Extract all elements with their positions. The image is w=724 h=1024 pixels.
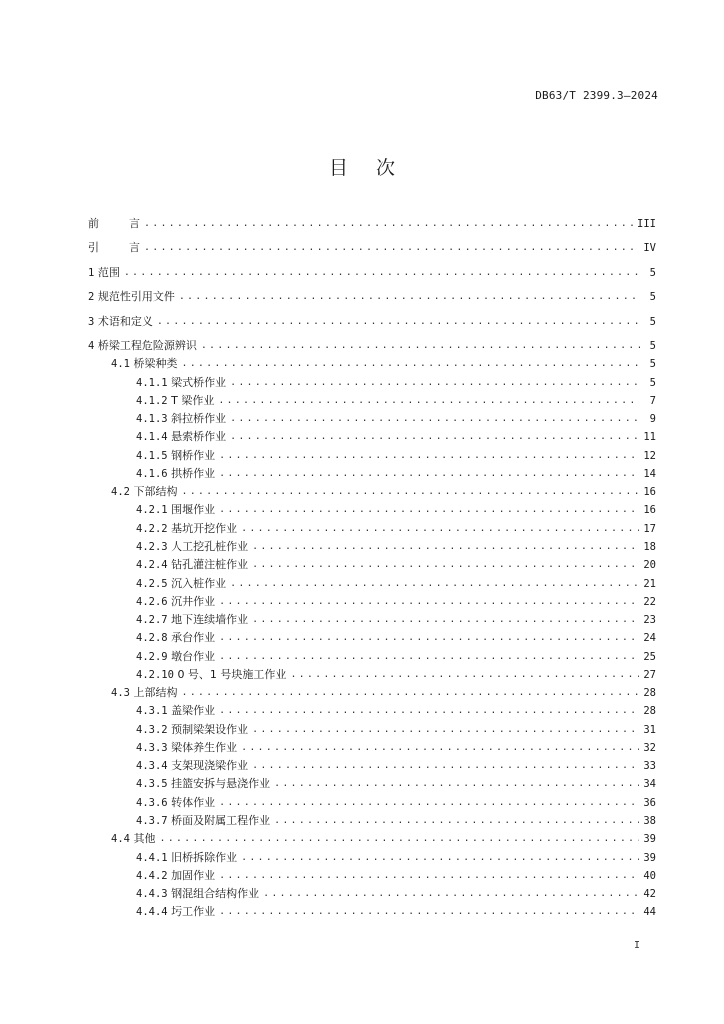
- toc-entry[interactable]: [136, 885, 656, 901]
- toc-entry-page: 16: [643, 504, 656, 516]
- toc-entry[interactable]: [136, 556, 656, 572]
- toc-leader-dots: [252, 558, 639, 572]
- toc-entry-text: 梁体养生作业: [171, 741, 238, 754]
- toc-entry-label: [136, 613, 248, 627]
- toc-entry-page: III: [637, 218, 656, 230]
- toc-entry[interactable]: [136, 465, 656, 481]
- toc-leader-dots: [219, 796, 639, 810]
- toc-entry-number: 4.3.5: [136, 778, 168, 790]
- toc-entry-text: 承台作业: [171, 631, 216, 644]
- toc-entry[interactable]: [136, 757, 656, 773]
- toc-leader-dots: [181, 485, 639, 499]
- toc-entry-page: IV: [643, 242, 656, 254]
- toc-entry-page: 12: [643, 450, 656, 462]
- toc-leader-dots: [252, 540, 639, 554]
- toc-entry-page: 14: [643, 468, 656, 480]
- toc-entry-number: 3: [88, 316, 95, 328]
- toc-entry-label: [136, 814, 270, 828]
- toc-entry-text: 悬索桥作业: [171, 430, 227, 443]
- toc-entry[interactable]: [136, 447, 656, 463]
- toc-entry-text: 下部结构: [133, 485, 178, 498]
- toc-leader-dots: [219, 905, 639, 919]
- toc-entry-number: 4.2.6: [136, 596, 168, 608]
- toc-entry-label: [111, 832, 155, 846]
- toc-entry-label: [136, 558, 248, 572]
- toc-entry-number: 4.2.7: [136, 614, 168, 626]
- toc-entry-number: 4.3.6: [136, 797, 168, 809]
- toc-entry-page: 17: [643, 523, 656, 535]
- toc-entry-number: 4.4.3: [136, 888, 168, 900]
- toc-entry-number: 4.3.2: [136, 724, 168, 736]
- toc-entry-page: 27: [643, 669, 656, 681]
- toc-entry[interactable]: [136, 428, 656, 444]
- toc-leader-dots: [144, 217, 633, 231]
- toc-entry-label: [136, 704, 215, 718]
- toc-entry-label: [136, 449, 215, 463]
- toc-entry-page: 5: [649, 316, 656, 328]
- toc-entry[interactable]: [136, 374, 656, 390]
- toc-entry-page: 5: [649, 358, 656, 370]
- toc-entry[interactable]: [136, 538, 656, 554]
- toc-entry-number: 2: [88, 291, 95, 303]
- toc-entry-number: 4.1.2: [136, 395, 168, 407]
- toc-entry[interactable]: [136, 520, 656, 536]
- toc-entry-number: 4.2.9: [136, 651, 168, 663]
- toc-leader-dots: [274, 814, 639, 828]
- toc-leader-dots: [230, 376, 640, 390]
- toc-entry[interactable]: [136, 849, 656, 865]
- toc-entry-text: 范围: [97, 266, 120, 279]
- toc-entry-number: 4.2.2: [136, 523, 168, 535]
- toc-entry-page: 28: [643, 687, 656, 699]
- toc-entry-label: [136, 777, 270, 791]
- toc-entry-page: 16: [643, 486, 656, 498]
- toc-entry-page: 31: [643, 724, 656, 736]
- toc-entry-text: 桥梁工程危险源辨识: [97, 339, 197, 352]
- toc-entry[interactable]: [88, 239, 656, 255]
- toc-entry[interactable]: [111, 355, 656, 371]
- toc-leader-dots: [179, 290, 640, 304]
- toc-entry-page: 24: [643, 632, 656, 644]
- toc-entry[interactable]: [88, 337, 656, 353]
- toc-entry-label: [88, 315, 153, 329]
- toc-leader-dots: [159, 832, 639, 846]
- toc-entry[interactable]: [136, 648, 656, 664]
- toc-entry-page: 34: [643, 778, 656, 790]
- toc-entry-number: 4.2.3: [136, 541, 168, 553]
- toc-entry-number: 4.2.4: [136, 559, 168, 571]
- toc-entry-label: [136, 869, 215, 883]
- toc-entry[interactable]: [136, 721, 656, 737]
- toc-entry-label: [136, 631, 215, 645]
- toc-leader-dots: [219, 595, 639, 609]
- toc-entry-number: 4.1.6: [136, 468, 168, 480]
- toc-entry-label: [136, 467, 215, 481]
- toc-entry-text: 地下连续墙作业: [171, 613, 249, 626]
- toc-entry-label: [136, 741, 237, 755]
- toc-entry-label: [111, 686, 177, 700]
- toc-entry[interactable]: [136, 611, 656, 627]
- toc-leader-dots: [252, 723, 639, 737]
- toc-entry-page: 23: [643, 614, 656, 626]
- toc-entry-number: 4.3.3: [136, 742, 168, 754]
- toc-entry-label: [136, 540, 248, 554]
- toc-entry-text: 盖梁作业: [171, 704, 216, 717]
- toc-entry-text: 转体作业: [171, 796, 216, 809]
- toc-entry-page: 39: [643, 852, 656, 864]
- toc-leader-dots: [124, 266, 640, 280]
- toc-leader-dots: [219, 869, 639, 883]
- toc-entry-text: 墩台作业: [171, 650, 216, 663]
- toc-entry-label: [136, 595, 215, 609]
- toc-entry-page: 5: [649, 340, 656, 352]
- toc-entry-label: [111, 485, 177, 499]
- toc-title: 目次: [328, 157, 423, 179]
- toc-leader-dots: [218, 394, 640, 408]
- toc-entry-label: [136, 723, 248, 737]
- toc-entry-number: 4.1.1: [136, 377, 168, 389]
- toc-leader-dots: [241, 851, 639, 865]
- toc-entry-label: [88, 290, 175, 304]
- toc-entry-text: 斜拉桥作业: [171, 412, 227, 425]
- toc-entry-label: [136, 376, 226, 390]
- toc-entry-text: 桥梁种类: [133, 357, 178, 370]
- toc-entry-number: 4.1: [111, 358, 130, 370]
- toc-entry-text: 基坑开挖作业: [171, 522, 238, 535]
- toc-leader-dots: [181, 686, 639, 700]
- toc-leader-dots: [230, 577, 639, 591]
- toc-leader-dots: [219, 449, 639, 463]
- toc-leader-dots: [290, 668, 639, 682]
- toc-entry-number: 1: [88, 267, 95, 279]
- toc-entry-text: 其他: [133, 832, 156, 845]
- toc-entry-page: 32: [643, 742, 656, 754]
- toc-entry-page: 5: [649, 377, 656, 389]
- toc-entry-page: 9: [649, 413, 656, 425]
- toc-entry[interactable]: [136, 629, 656, 645]
- toc-entry-page: 36: [643, 797, 656, 809]
- toc-entry-number: 4.3.1: [136, 705, 168, 717]
- toc-entry-label: [111, 357, 177, 371]
- toc-entry-text: 旧桥拆除作业: [171, 851, 238, 864]
- toc-leader-dots: [144, 241, 639, 255]
- toc-entry-number: 4.2.5: [136, 578, 168, 590]
- toc-entry[interactable]: [136, 392, 656, 408]
- toc-entry-number: 4.4.1: [136, 852, 168, 864]
- toc-entry[interactable]: [136, 575, 656, 591]
- toc-leader-dots: [274, 777, 639, 791]
- toc-entry-text: 加固作业: [171, 869, 216, 882]
- toc-entry-number: 4.4: [111, 833, 130, 845]
- toc-entry[interactable]: [136, 775, 656, 791]
- toc-entry-text: 支架现浇梁作业: [171, 759, 249, 772]
- toc-entry-label: [136, 650, 215, 664]
- toc-entry-label: 前 言: [88, 217, 140, 230]
- toc-entry-page: 44: [643, 906, 656, 918]
- toc-leader-dots: [241, 741, 639, 755]
- toc-entry-page: 28: [643, 705, 656, 717]
- toc-entry-label: [136, 412, 226, 426]
- toc-entry[interactable]: [111, 830, 656, 846]
- toc-entry-page: 22: [643, 596, 656, 608]
- toc-entry-number: 4: [88, 340, 95, 352]
- toc-entry[interactable]: [111, 684, 656, 700]
- toc-entry-text: 上部结构: [133, 686, 178, 699]
- toc-entry[interactable]: [136, 593, 656, 609]
- toc-entry-page: 20: [643, 559, 656, 571]
- toc-entry-label: [136, 851, 237, 865]
- toc-leader-dots: [230, 412, 640, 426]
- toc-entry-label: [136, 905, 215, 919]
- toc-entry-text: 人工挖孔桩作业: [171, 540, 249, 553]
- toc-entry-text: 钻孔灌注桩作业: [171, 558, 249, 571]
- toc-entry-page: 39: [643, 833, 656, 845]
- toc-entry-page: 38: [643, 815, 656, 827]
- toc-entry-text: 梁式桥作业: [171, 376, 227, 389]
- toc-leader-dots: [219, 650, 639, 664]
- toc-entry-text: 围堰作业: [171, 503, 216, 516]
- toc-entry[interactable]: [136, 794, 656, 810]
- toc-entry-page: 40: [643, 870, 656, 882]
- toc-entry-label: [136, 503, 215, 517]
- toc-entry-text: 沉入桩作业: [171, 577, 227, 590]
- toc-entry-number: 4.3.4: [136, 760, 168, 772]
- toc-entry-text: 预制梁架设作业: [171, 723, 249, 736]
- toc-entry-number: 4.1.4: [136, 431, 168, 443]
- toc-entry-label: [136, 887, 259, 901]
- document-code: DB63/T 2399.3—2024: [535, 89, 658, 102]
- toc-entry[interactable]: [88, 264, 656, 280]
- toc-leader-dots: [181, 357, 640, 371]
- toc-entry-label: [136, 577, 226, 591]
- toc-entry[interactable]: [136, 501, 656, 517]
- toc-entry[interactable]: [111, 483, 656, 499]
- toc-entry-number: 4.1.5: [136, 450, 168, 462]
- toc-leader-dots: [219, 631, 639, 645]
- toc-entry-number: 4.2.1: [136, 504, 168, 516]
- toc-entry-label: [88, 266, 120, 280]
- toc-entry-number: 4.2.10: [136, 669, 174, 681]
- toc-leader-dots: [157, 315, 640, 329]
- toc-entry-text: 钢混组合结构作业: [171, 887, 260, 900]
- toc-entry-label: 引 言: [88, 241, 140, 254]
- toc-leader-dots: [201, 339, 640, 353]
- toc-leader-dots: [230, 430, 639, 444]
- toc-leader-dots: [219, 503, 639, 517]
- toc-entry-number: 4.3: [111, 687, 130, 699]
- toc-entry-number: 4.2.8: [136, 632, 168, 644]
- toc-entry-number: 4.3.7: [136, 815, 168, 827]
- toc-entry-text: 0 号、1 号块施工作业: [177, 668, 287, 681]
- toc-entry-page: 5: [649, 291, 656, 303]
- toc-leader-dots: [252, 613, 639, 627]
- toc-entry[interactable]: [136, 739, 656, 755]
- toc-entry-label: [136, 668, 286, 682]
- toc-entry-text: T 梁作业: [171, 394, 215, 407]
- toc-entry-page: 7: [649, 395, 656, 407]
- toc-entry-text: 术语和定义: [97, 315, 153, 328]
- toc-entry-number: 4.1.3: [136, 413, 168, 425]
- toc-entry-text: 圬工作业: [171, 905, 216, 918]
- toc-entry-label: [136, 759, 248, 773]
- toc-entry-text: 桥面及附属工程作业: [171, 814, 271, 827]
- toc-entry-page: 33: [643, 760, 656, 772]
- toc-entry[interactable]: [136, 812, 656, 828]
- toc-entry-label: [136, 430, 226, 444]
- toc-entry-number: 4.2: [111, 486, 130, 498]
- toc-entry[interactable]: [88, 288, 656, 304]
- toc-entry-text: 拱桥作业: [171, 467, 216, 480]
- toc-entry[interactable]: [136, 903, 656, 919]
- toc-entry-label: [136, 394, 214, 408]
- toc-entry-page: 25: [643, 651, 656, 663]
- toc-leader-dots: [219, 704, 639, 718]
- toc-entry[interactable]: [88, 313, 656, 329]
- toc-entry-page: 18: [643, 541, 656, 553]
- toc-entry[interactable]: [136, 410, 656, 426]
- toc-entry-text: 挂篮安拆与悬浇作业: [171, 777, 271, 790]
- toc-entry-page: 5: [649, 267, 656, 279]
- toc-entry[interactable]: [88, 215, 656, 231]
- toc-entry-text: 钢桥作业: [171, 449, 216, 462]
- toc-entry-number: 4.4.2: [136, 870, 168, 882]
- toc-entry[interactable]: [136, 702, 656, 718]
- toc-entry[interactable]: [136, 867, 656, 883]
- toc-entry-number: 4.4.4: [136, 906, 168, 918]
- toc-entry-label: [88, 339, 197, 353]
- toc-entry-text: 沉井作业: [171, 595, 216, 608]
- toc-entry[interactable]: [136, 666, 656, 682]
- toc-entry-page: 11: [643, 431, 656, 443]
- toc-entry-label: [136, 522, 237, 536]
- toc-leader-dots: [219, 467, 639, 481]
- toc-leader-dots: [241, 522, 639, 536]
- toc-entry-label: [136, 796, 215, 810]
- toc-entry-page: 42: [643, 888, 656, 900]
- toc-entry-text: 规范性引用文件: [97, 290, 175, 303]
- page-number: I: [633, 940, 640, 951]
- toc-entry-page: 21: [643, 578, 656, 590]
- toc-leader-dots: [252, 759, 639, 773]
- toc-leader-dots: [263, 887, 639, 901]
